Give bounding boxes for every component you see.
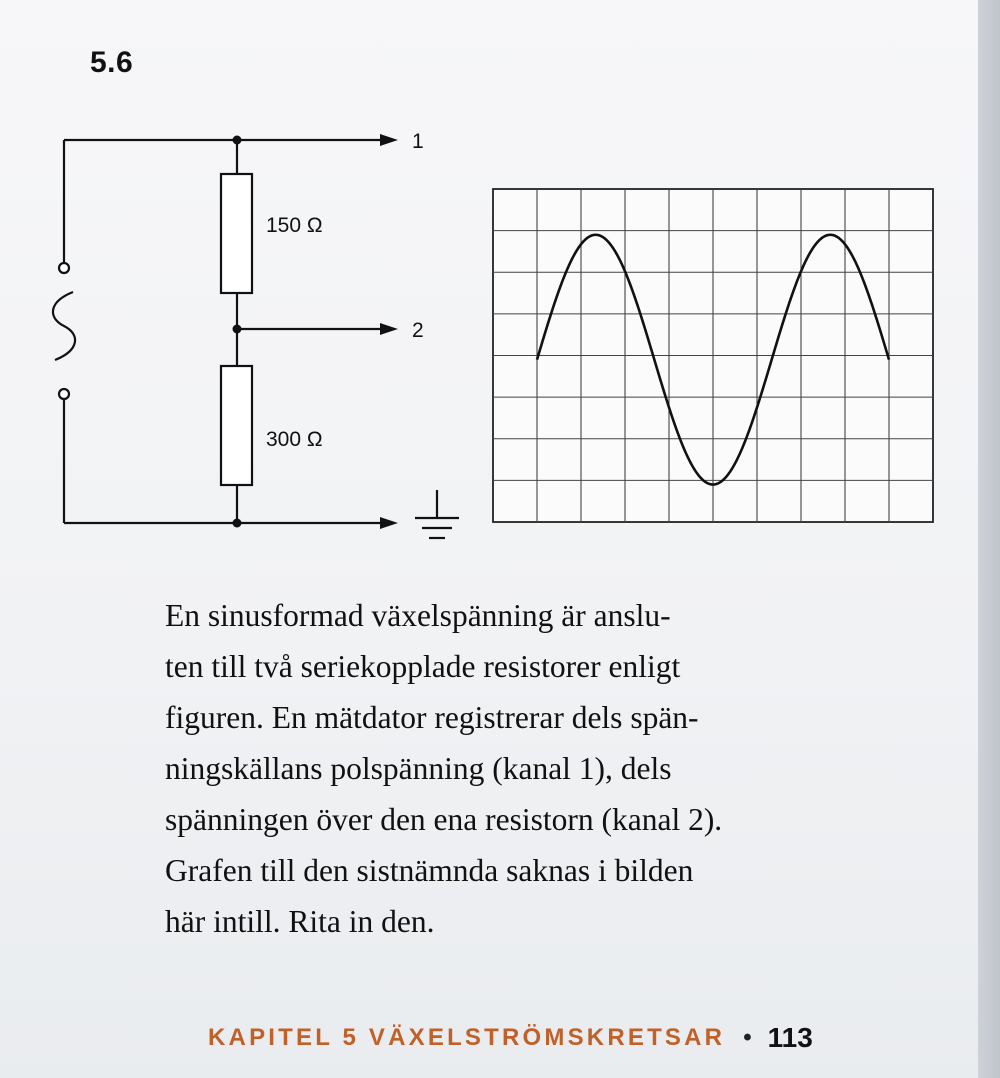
arrow-ground-icon: [380, 517, 398, 529]
text-line: En sinusformad växelspänning är anslu-: [165, 598, 671, 633]
output-2-label: 2: [412, 319, 424, 342]
circuit-diagram: [53, 134, 459, 538]
arrow-output-1-icon: [380, 134, 398, 146]
oscilloscope-graph: [493, 189, 933, 522]
source-terminal-top-icon: [59, 263, 69, 273]
output-1-label: 1: [412, 130, 424, 153]
text-line: figuren. En mätdator registrerar dels spän-: [165, 700, 699, 735]
page-number: 113: [767, 1022, 813, 1053]
junction-top-icon: [233, 136, 242, 145]
text-line: Grafen till den sistnämnda saknas i bilden: [165, 853, 694, 888]
text-line: ningskällans polspänning (kanal 1), dels: [165, 751, 672, 786]
text-line: här intill. Rita in den.: [165, 904, 435, 939]
resistor-300-icon: [221, 366, 252, 485]
junction-middle-icon: [233, 325, 242, 334]
resistor-150-icon: [221, 174, 252, 293]
arrow-output-2-icon: [380, 323, 398, 335]
resistor-300-label: 300 Ω: [266, 428, 323, 451]
next-page-edge: [978, 0, 1000, 1078]
text-line: spänningen över den ena resistorn (kanal 2).: [165, 802, 723, 837]
problem-number: 5.6: [90, 46, 134, 79]
source-terminal-bottom-icon: [59, 389, 69, 399]
resistor-150-label: 150 Ω: [266, 214, 323, 237]
ac-source-icon: [53, 292, 75, 360]
junction-bottom-icon: [233, 519, 242, 528]
problem-text: [165, 590, 855, 947]
footer-bullet: •: [743, 1024, 752, 1051]
text-line: ten till två seriekopplade resistorer enligt: [165, 649, 681, 684]
ground-icon: [415, 490, 459, 538]
chapter-title: KAPITEL 5 VÄXELSTRÖMSKRETSAR: [208, 1024, 726, 1051]
page-footer: [208, 1018, 813, 1058]
